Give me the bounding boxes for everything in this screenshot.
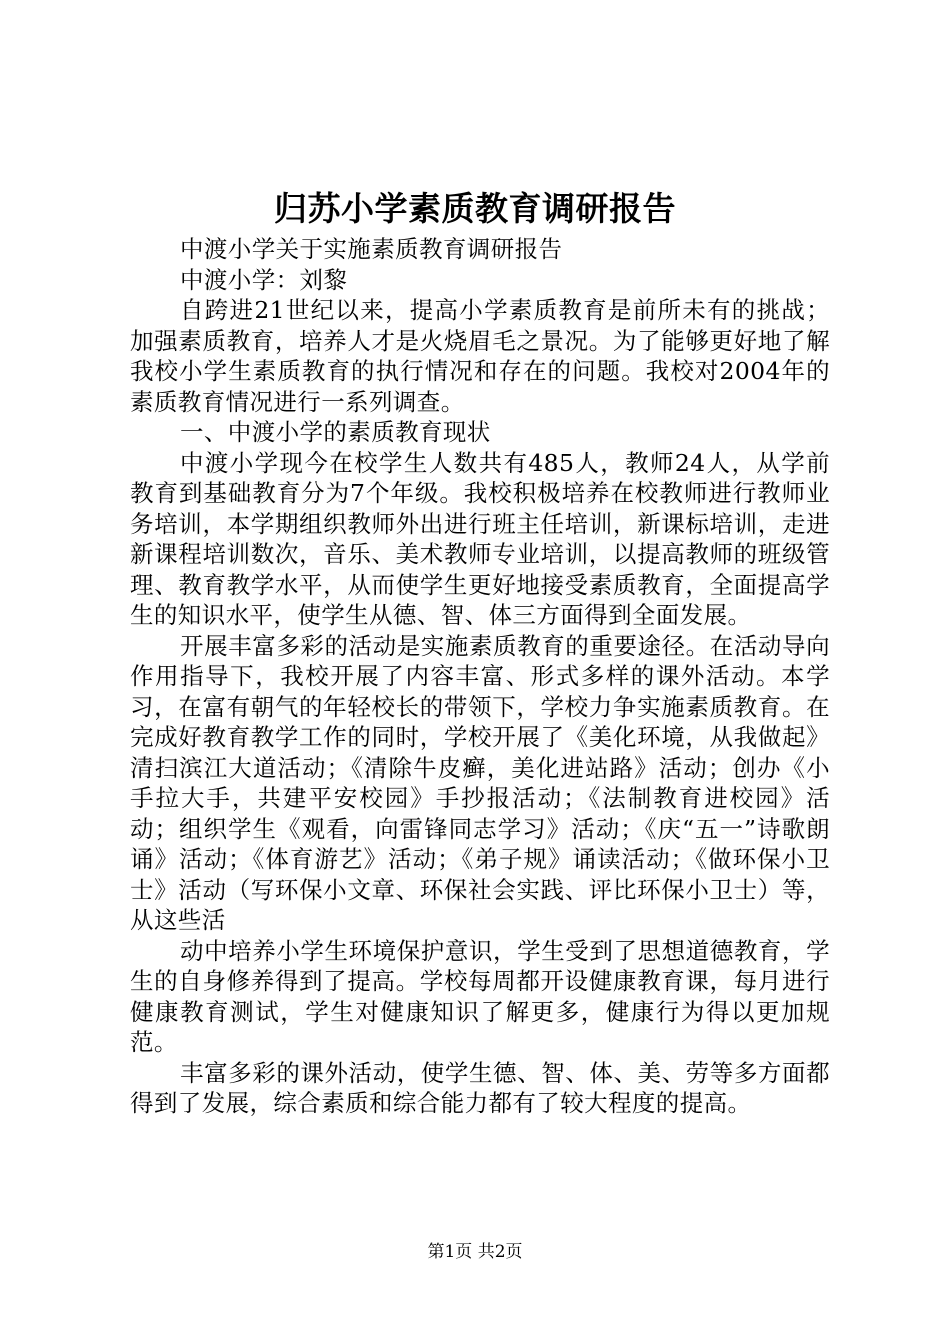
paragraph: 动中培养小学生环境保护意识，学生受到了思想道德教育，学生的自身修养得到了提高。学校每周都开设健康教育课，每月进行健康教育测试，学生对健康知识了解更多，健康行为得以更加规范。 <box>130 936 830 1056</box>
section-heading: 一、中渡小学的素质教育现状 <box>180 418 491 446</box>
paragraph: 开展丰富多彩的活动是实施素质教育的重要途径。在活动导向作用指导下，我校开展了内容丰富、形式多样的课外活动。本学习，在富有朝气的年轻校长的带领下，学校力争实施素质教育。在完成好教育教学工作的同时，学校开展了《美化环境，从我做起》清扫滨江大道活动；《清除牛皮癣，美化进站路》活动；创办《小手拉大手，共建平安校园》手抄报活动；《法制教育进校园》活动；组织学生《观看，向雷锋同志学习》活动；《庆“五一”诗歌朗诵》活动；《体育游艺》活动；《弟子规》诵读活动；《做环保小卫士》活动（写环保小文章、环保社会实践、评比环保小卫士）等，从这些活 <box>130 631 830 934</box>
document-body <box>130 234 830 1119</box>
paragraph: 中渡小学：刘黎 <box>180 265 348 294</box>
paragraph: 丰富多彩的课外活动，使学生德、智、体、美、劳等多方面都得到了发展，综合素质和综合能力都有了较大程度的提高。 <box>130 1058 830 1117</box>
paragraph: 中渡小学关于实施素质教育调研报告 <box>180 235 563 263</box>
document-title: 归苏小学素质教育调研报告 <box>274 189 676 228</box>
page-indicator: 第1页 共2页 <box>427 1242 523 1262</box>
paragraph: 自跨进21世纪以来，提高小学素质教育是前所未有的挑战；加强素质教育，培养人才是火烧眉毛之景况。为了能够更好地了解我校小学生素质教育的执行情况和存在的问题。我校对2004年的素质教育情况进行一系列调查。 <box>130 296 830 416</box>
paragraph: 中渡小学现今在校学生人数共有485人，教师24人，从学前教育到基础教育分为7个年级。我校积极培养在校教师进行教师业务培训，本学期组织教师外出进行班主任培训，新课标培训，走进新课程培训数次，音乐、美术教师专业培训，以提高教师的班级管理、教育教学水平，从而使学生更好地接受素质教育，全面提高学生的知识水平，使学生从德、智、体三方面得到全面发展。 <box>130 448 830 629</box>
